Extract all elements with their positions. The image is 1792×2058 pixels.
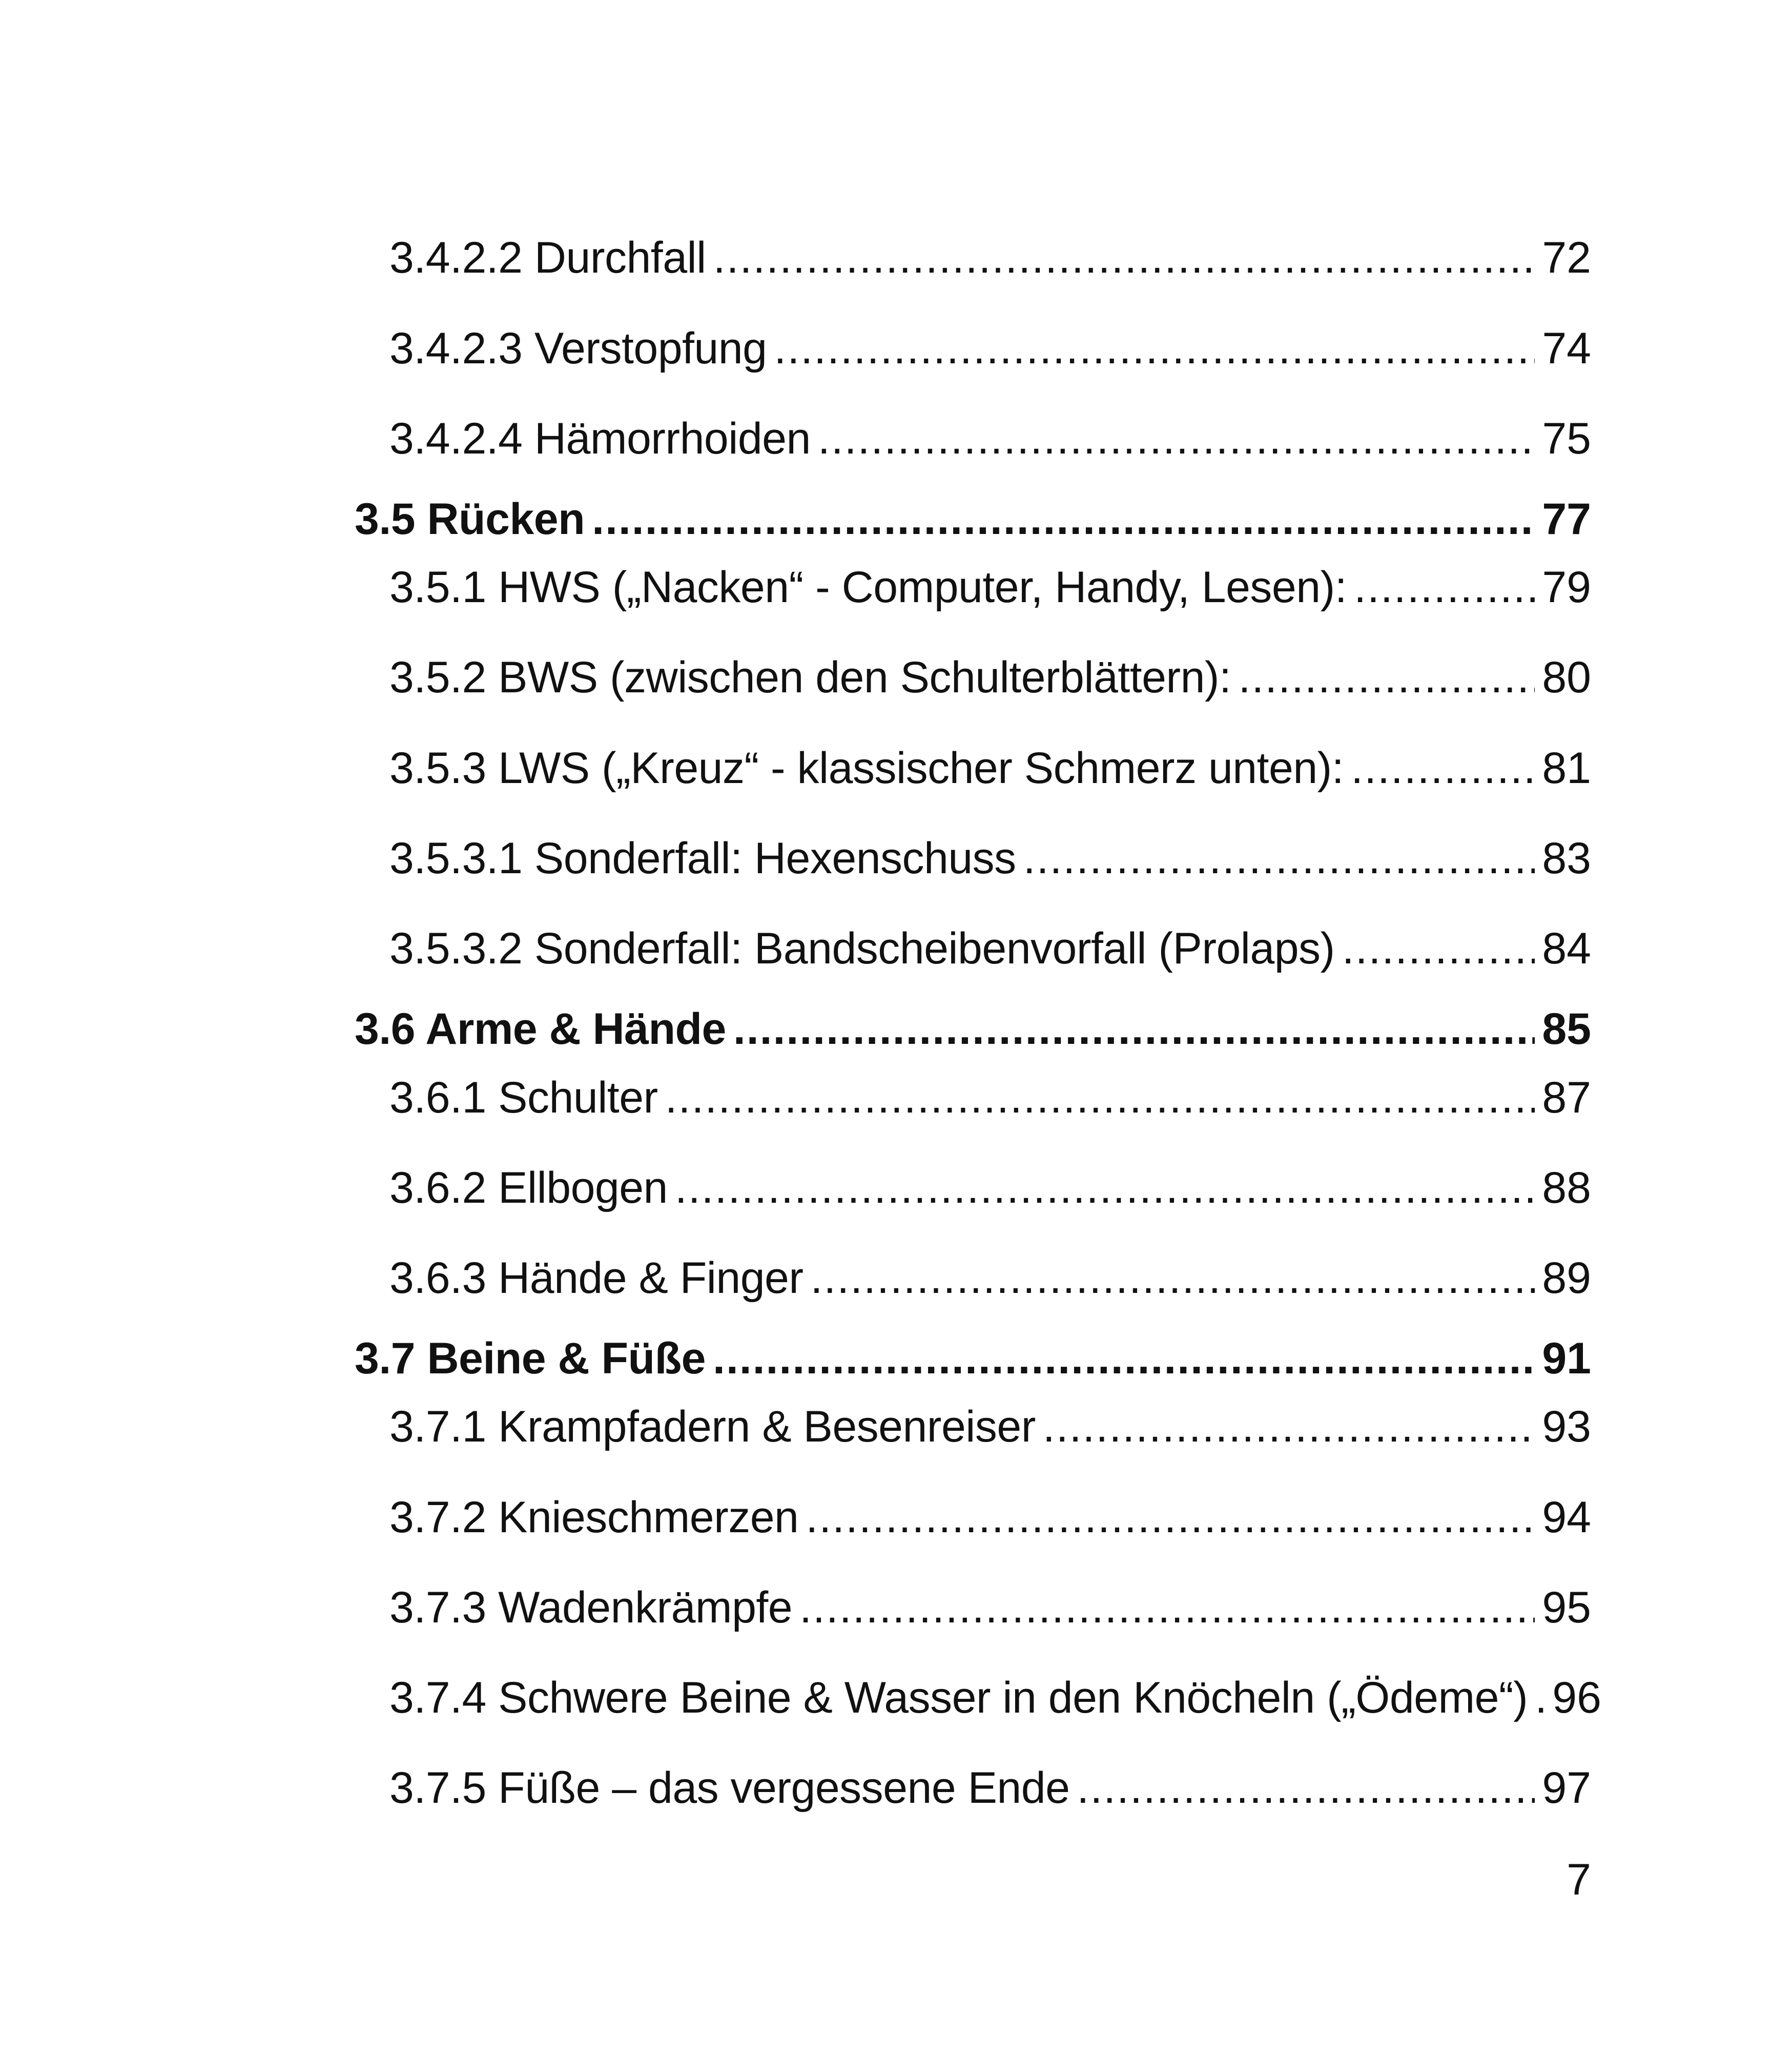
toc-entry-title: 3.4.2.4 Hämorrhoiden <box>389 414 811 463</box>
toc-entry-title: 3.6.3 Hände & Finger <box>389 1253 804 1303</box>
toc-entry-3-7-4[interactable] <box>389 1673 1601 1722</box>
toc-entry-3-7-5[interactable] <box>389 1763 1591 1813</box>
toc-entry-3-6-3[interactable] <box>389 1253 1591 1303</box>
toc-section-3-5[interactable] <box>355 495 1591 544</box>
toc-section-page: 77 <box>1542 495 1591 544</box>
toc-entry-page: 84 <box>1542 924 1591 973</box>
dot-leader <box>806 1495 1535 1539</box>
toc-entry-title: 3.5.1 HWS („Nacken“ - Computer, Handy, Lesen): <box>389 563 1347 612</box>
toc-entry-3-7-2[interactable] <box>389 1493 1591 1542</box>
dot-leader <box>1043 1405 1535 1449</box>
toc-entry-title: 3.6.2 Ellbogen <box>389 1163 668 1212</box>
dot-leader <box>774 326 1535 371</box>
dot-leader <box>1342 927 1535 971</box>
toc-entry-page: 83 <box>1542 834 1591 883</box>
toc-entry-title: 3.5.3 LWS („Kreuz“ - klassischer Schmerz unten): <box>389 744 1344 793</box>
dot-leader <box>675 1166 1535 1210</box>
dot-leader <box>1238 655 1535 699</box>
dot-leader <box>1077 1766 1535 1810</box>
toc-entry-page: 88 <box>1542 1163 1591 1212</box>
toc-entry-title: 3.5.3.1 Sonderfall: Hexenschuss <box>389 834 1016 883</box>
toc-entry-page: 87 <box>1542 1073 1591 1122</box>
toc-entry-page: 80 <box>1542 653 1591 702</box>
toc-entry-page: 75 <box>1542 414 1591 463</box>
toc-section-title: 3.7 Beine & Füße <box>355 1334 706 1383</box>
toc-entry-3-4-2-4[interactable] <box>389 414 1591 463</box>
toc-entry-page: 79 <box>1542 563 1591 612</box>
toc-entry-page: 74 <box>1542 324 1591 373</box>
toc-entry-page: 95 <box>1542 1583 1591 1632</box>
toc-entry-title: 3.4.2.3 Verstopfung <box>389 324 767 373</box>
toc-entry-title: 3.7.1 Krampfadern & Besenreiser <box>389 1402 1036 1451</box>
toc-entry-page: 97 <box>1542 1763 1591 1813</box>
toc-entry-3-5-3-2[interactable] <box>389 924 1591 973</box>
dot-leader <box>818 417 1535 461</box>
dot-leader <box>665 1076 1535 1120</box>
toc-entry-3-4-2-2[interactable] <box>389 233 1591 282</box>
toc-entry-title: 3.7.2 Knieschmerzen <box>389 1493 799 1542</box>
toc-entry-page: 94 <box>1542 1493 1591 1542</box>
dot-leader <box>1351 746 1535 790</box>
toc-entry-title: 3.5.3.2 Sonderfall: Bandscheibenvorfall (Prolaps) <box>389 924 1335 973</box>
toc-entry-page: 96 <box>1552 1673 1601 1722</box>
toc-entry-title: 3.7.3 Wadenkrämpfe <box>389 1583 793 1632</box>
dot-leader <box>592 497 1535 541</box>
toc-entry-3-5-3-1[interactable] <box>389 834 1591 883</box>
toc-section-title: 3.5 Rücken <box>355 495 585 544</box>
toc-entry-3-6-2[interactable] <box>389 1163 1591 1212</box>
toc-section-page: 85 <box>1542 1004 1591 1054</box>
dot-leader <box>713 236 1535 280</box>
toc-entry-3-7-1[interactable] <box>389 1402 1591 1451</box>
toc-section-title: 3.6 Arme & Hände <box>355 1004 726 1054</box>
toc-entry-3-4-2-3[interactable] <box>389 326 1591 371</box>
toc-entry-title: 3.7.4 Schwere Beine & Wasser in den Knöcheln („Ödeme“) <box>389 1673 1528 1722</box>
toc-entry-3-7-3[interactable] <box>389 1583 1591 1632</box>
dot-leader <box>713 1336 1535 1381</box>
dot-leader <box>811 1256 1535 1300</box>
toc-entry-3-6-1[interactable] <box>389 1073 1591 1122</box>
toc-entry-page: 81 <box>1542 744 1591 793</box>
toc-entry-title: 3.5.2 BWS (zwischen den Schulterblättern): <box>389 653 1231 702</box>
dot-leader <box>1354 565 1535 609</box>
page-number: 7 <box>1567 1855 1591 1904</box>
toc-entry-3-5-2[interactable] <box>389 653 1591 702</box>
toc-entry-page: 89 <box>1542 1253 1591 1303</box>
toc-entry-title: 3.6.1 Schulter <box>389 1073 658 1122</box>
dot-leader <box>733 1007 1535 1051</box>
toc-section-page: 91 <box>1542 1334 1591 1383</box>
toc-entry-title: 3.4.2.2 Durchfall <box>389 233 706 282</box>
toc-section-3-7[interactable] <box>355 1336 1591 1381</box>
dot-leader <box>799 1586 1535 1630</box>
dot-leader <box>1023 836 1535 880</box>
toc-entry-title: 3.7.5 Füße – das vergessene Ende <box>389 1763 1070 1813</box>
dot-leader <box>1535 1676 1545 1720</box>
toc-entry-page: 93 <box>1542 1402 1591 1451</box>
toc-entry-3-5-3[interactable] <box>389 744 1591 793</box>
toc-entry-page: 72 <box>1542 233 1591 282</box>
toc-section-3-6[interactable] <box>355 1004 1591 1054</box>
toc-entry-3-5-1[interactable] <box>389 563 1591 612</box>
